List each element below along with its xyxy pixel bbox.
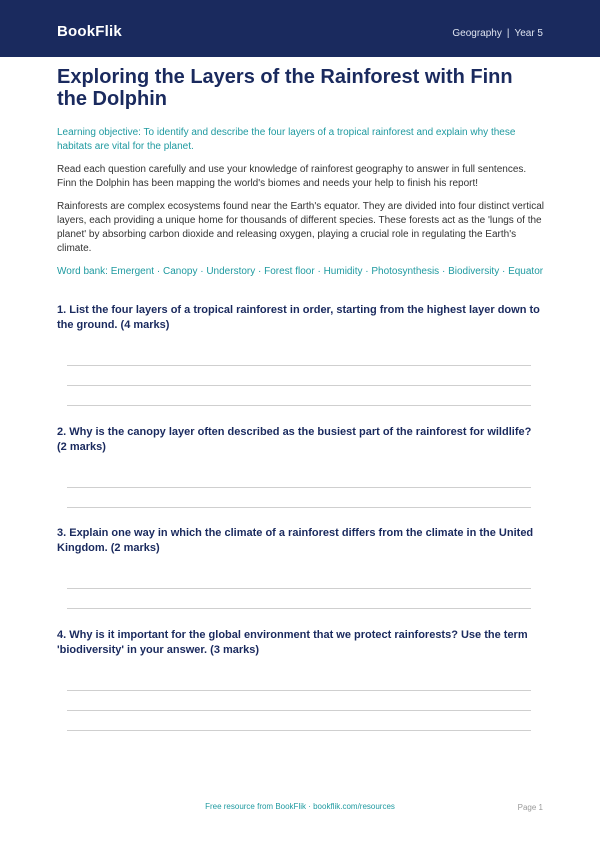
answer-line[interactable] — [67, 365, 531, 366]
brand-logo: BookFlik — [57, 23, 122, 40]
learning-objective: Learning objective: To identify and describe the four layers of a tropical rainforest and explain why these habitats are vital for the planet. — [57, 127, 516, 152]
year-label: Year 5 — [514, 28, 543, 39]
subject-year-label — [452, 28, 543, 39]
question-1: 1. List the four layers of a tropical rainforest in order, starting from the highest layer down to the ground. (4 marks) — [57, 304, 540, 331]
intro-paragraph-context: Rainforests are complex ecosystems found near the Earth's equator. They are divided into four distinct vertical layers, each providing a unique home for thousands of different species. These forests act as the 'lungs of the planet' by absorbing carbon dioxide and releasing oxygen, playing a crucial role in regulating the Earth's climate. — [57, 201, 544, 254]
header-separator: | — [506, 28, 510, 39]
question-4: 4. Why is it important for the global environment that we protect rainforests? Use the term 'biodiversity' in your answer. (3 marks) — [57, 629, 528, 656]
footer-credit: Free resource from BookFlik · bookflik.com/resources — [205, 802, 395, 811]
answer-line[interactable] — [67, 405, 531, 406]
header-bar — [0, 0, 600, 57]
answer-line[interactable] — [67, 487, 531, 488]
question-2: 2. Why is the canopy layer often described as the busiest part of the rainforest for wildlife? (2 marks) — [57, 426, 532, 453]
subject-label: Geography — [452, 28, 502, 39]
answer-line[interactable] — [67, 588, 531, 589]
answer-line[interactable] — [67, 730, 531, 731]
answer-line[interactable] — [67, 690, 531, 691]
page-number: Page 1 — [517, 803, 543, 812]
answer-line[interactable] — [67, 385, 531, 386]
answer-line[interactable] — [67, 507, 531, 508]
word-bank: Word bank: Emergent · Canopy · Understory · Forest floor · Humidity · Photosynthesis · Biodiversity · Equator — [57, 266, 544, 277]
answer-line[interactable] — [67, 710, 531, 711]
question-3: 3. Explain one way in which the climate of a rainforest differs from the climate in the United Kingdom. (2 marks) — [57, 527, 534, 554]
intro-section — [57, 66, 545, 279]
page-title: Exploring the Layers of the Rainforest with Finn the Dolphin — [57, 66, 513, 110]
intro-paragraph-instructions: Read each question carefully and use your knowledge of rainforest geography to answer in full sentences. Finn the Dolphin has been mapping the world's biomes and needs your help to finish his report! — [57, 164, 527, 189]
answer-line[interactable] — [67, 608, 531, 609]
